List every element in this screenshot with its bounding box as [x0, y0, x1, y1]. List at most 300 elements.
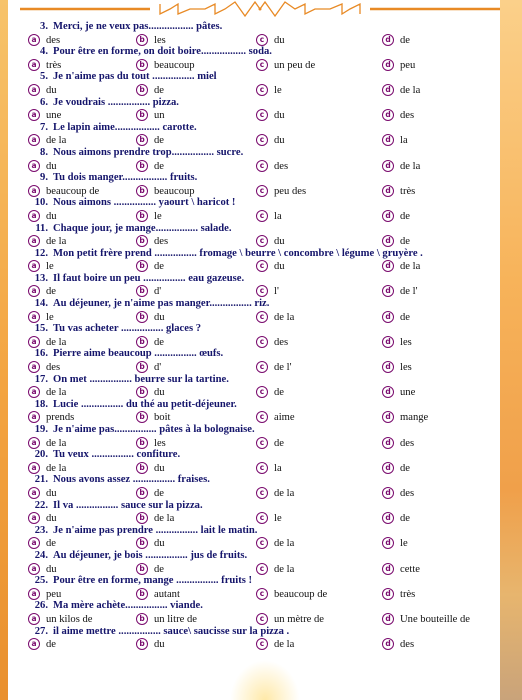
option-d[interactable]: [382, 109, 414, 123]
option-d[interactable]: [382, 336, 412, 350]
option-letter-badge: d: [382, 160, 394, 172]
question-number: 11.: [35, 222, 48, 234]
option-a[interactable]: [28, 59, 61, 73]
question-3: [28, 71, 498, 84]
option-text: de: [154, 160, 164, 172]
option-letter-badge: b: [136, 59, 148, 71]
option-letter-badge: d: [382, 235, 394, 247]
option-letter-badge: d: [382, 59, 394, 71]
question-number: 4.: [40, 46, 48, 58]
option-c[interactable]: [256, 336, 288, 350]
option-letter-badge: c: [256, 563, 268, 575]
option-letter-badge: c: [256, 160, 268, 172]
quiz-sheet: [28, 21, 498, 651]
question-number: 15.: [34, 323, 48, 335]
option-text: du: [46, 210, 57, 222]
question-number: 7.: [40, 121, 48, 133]
question-text: Tu veux ................ confiture.: [53, 449, 181, 461]
option-letter-badge: a: [28, 34, 40, 46]
options-row: [28, 235, 498, 248]
option-d[interactable]: [382, 563, 420, 577]
option-text: de: [154, 336, 164, 348]
option-b[interactable]: [136, 285, 161, 299]
option-text: de la: [154, 513, 175, 525]
question-number: 23.: [34, 524, 48, 536]
option-a[interactable]: [28, 537, 56, 551]
option-letter-badge: d: [382, 411, 394, 423]
question-text: il aime mettre ................ sauce\ saucisse sur la pizza .: [53, 625, 290, 637]
option-b[interactable]: [136, 336, 164, 350]
option-letter-badge: d: [382, 210, 394, 222]
options-row: [28, 210, 498, 223]
option-c[interactable]: [256, 512, 282, 526]
option-text: de: [46, 286, 56, 298]
question-9: [28, 223, 498, 236]
question-18: [28, 449, 498, 462]
option-d[interactable]: [382, 537, 408, 551]
option-a[interactable]: [28, 487, 57, 501]
question-number: 10.: [34, 197, 48, 209]
option-text: de: [46, 639, 56, 651]
option-text: du: [274, 236, 285, 248]
option-a[interactable]: [28, 235, 66, 249]
option-d[interactable]: [382, 588, 415, 602]
option-d[interactable]: [382, 260, 420, 274]
option-letter-badge: b: [136, 160, 148, 172]
option-b[interactable]: [136, 638, 165, 652]
right-orange-edge: [500, 0, 522, 700]
option-text: de: [154, 84, 164, 96]
option-text: un kilos de: [46, 613, 93, 625]
option-c[interactable]: [256, 285, 279, 299]
option-text: des: [400, 487, 415, 499]
question-text: Au déjeuner, je n'aime pas manger................ riz.: [53, 298, 270, 310]
option-text: des: [274, 160, 289, 172]
option-letter-badge: b: [136, 386, 148, 398]
option-d[interactable]: [382, 487, 414, 501]
option-letter-badge: b: [136, 336, 148, 348]
option-a[interactable]: [28, 411, 74, 425]
option-c[interactable]: [256, 537, 294, 551]
option-c[interactable]: [256, 613, 324, 627]
option-text: cette: [400, 563, 420, 575]
option-text: des: [46, 34, 61, 46]
option-text: de la: [46, 135, 67, 147]
option-text: du: [274, 135, 285, 147]
option-c[interactable]: [256, 260, 285, 274]
option-b[interactable]: [136, 260, 164, 274]
question-text: Lucie ................ du thé au petit-déjeuner.: [53, 398, 237, 410]
option-a[interactable]: [28, 185, 99, 199]
option-text: très: [400, 185, 416, 197]
option-letter-badge: c: [256, 437, 268, 449]
option-d[interactable]: [382, 160, 420, 174]
option-b[interactable]: [136, 512, 174, 526]
option-letter-badge: b: [136, 487, 148, 499]
option-text: beaucoup de: [46, 185, 100, 197]
option-letter-badge: b: [136, 84, 148, 96]
option-b[interactable]: [136, 59, 195, 73]
option-b[interactable]: [136, 160, 164, 174]
option-d[interactable]: [382, 311, 410, 325]
options-row: [28, 563, 498, 576]
option-a[interactable]: [28, 285, 56, 299]
option-text: de la: [46, 336, 67, 348]
option-text: du: [46, 513, 57, 525]
option-d[interactable]: [382, 185, 415, 199]
options-row: [28, 311, 498, 324]
option-a[interactable]: [28, 336, 66, 350]
option-c[interactable]: [256, 386, 284, 400]
question-text: Chaque jour, je mange................ salade.: [53, 222, 232, 234]
option-text: de la: [400, 261, 421, 273]
option-text: de: [274, 387, 284, 399]
option-letter-badge: d: [382, 512, 394, 524]
option-a[interactable]: [28, 512, 57, 526]
option-c[interactable]: [256, 311, 294, 325]
option-letter-badge: b: [136, 437, 148, 449]
question-text: Le lapin aime................. carotte.: [53, 121, 197, 133]
question-text: Je n'aime pas du tout ................ miel: [53, 71, 217, 83]
option-letter-badge: a: [28, 235, 40, 247]
option-a[interactable]: [28, 563, 57, 577]
option-c[interactable]: [256, 84, 282, 98]
option-letter-badge: b: [136, 285, 148, 297]
option-text: une: [400, 387, 416, 399]
option-letter-badge: c: [256, 613, 268, 625]
option-a[interactable]: [28, 134, 66, 148]
option-text: des: [154, 236, 169, 248]
option-letter-badge: d: [382, 386, 394, 398]
option-letter-badge: a: [28, 411, 40, 423]
option-a[interactable]: [28, 361, 60, 375]
option-text: de la: [274, 311, 295, 323]
option-letter-badge: b: [136, 311, 148, 323]
option-text: un litre de: [154, 613, 197, 625]
option-letter-badge: c: [256, 537, 268, 549]
option-c[interactable]: [256, 437, 284, 451]
option-text: beaucoup de: [274, 588, 328, 600]
option-text: les: [400, 336, 412, 348]
option-d[interactable]: [382, 437, 414, 451]
option-letter-badge: c: [256, 336, 268, 348]
option-text: de: [154, 135, 164, 147]
option-b[interactable]: [136, 311, 165, 325]
question-text: Je n'aime pas prendre ................ lait le matin.: [53, 524, 258, 536]
option-letter-badge: a: [28, 437, 40, 449]
option-letter-badge: a: [28, 260, 40, 272]
option-c[interactable]: [256, 160, 288, 174]
option-letter-badge: b: [136, 638, 148, 650]
option-text: un peu de: [274, 59, 316, 71]
options-row: [28, 185, 498, 198]
option-c[interactable]: [256, 361, 292, 375]
option-text: un: [154, 110, 165, 122]
question-number: 8.: [40, 146, 48, 158]
option-text: le: [274, 84, 282, 96]
option-b[interactable]: [136, 109, 165, 123]
option-b[interactable]: [136, 437, 166, 451]
option-letter-badge: c: [256, 260, 268, 272]
option-text: de l': [274, 362, 292, 374]
option-letter-badge: d: [382, 487, 394, 499]
option-text: de la: [46, 236, 67, 248]
option-letter-badge: a: [28, 185, 40, 197]
option-letter-badge: a: [28, 386, 40, 398]
option-text: la: [400, 135, 408, 147]
option-text: de la: [46, 437, 67, 449]
option-letter-badge: d: [382, 134, 394, 146]
option-text: l': [274, 286, 279, 298]
question-2: [28, 46, 498, 59]
option-text: de: [400, 34, 410, 46]
option-b[interactable]: [136, 34, 166, 48]
option-a[interactable]: [28, 109, 61, 123]
option-letter-badge: c: [256, 462, 268, 474]
option-a[interactable]: [28, 613, 93, 627]
option-text: très: [400, 588, 416, 600]
option-b[interactable]: [136, 210, 162, 224]
option-d[interactable]: [382, 59, 415, 73]
option-letter-badge: a: [28, 613, 40, 625]
question-19: [28, 474, 498, 487]
question-text: Pierre aime beaucoup ................ œufs.: [53, 348, 224, 360]
option-b[interactable]: [136, 588, 180, 602]
question-text: Merci, je ne veux pas................. pâtes.: [53, 21, 223, 32]
option-a[interactable]: [28, 84, 57, 98]
option-text: mange: [400, 412, 429, 424]
option-d[interactable]: [382, 512, 410, 526]
option-text: beaucoup: [154, 59, 195, 71]
option-letter-badge: a: [28, 512, 40, 524]
option-d[interactable]: [382, 34, 410, 48]
option-a[interactable]: [28, 260, 54, 274]
option-text: des: [400, 110, 415, 122]
question-21: [28, 525, 498, 538]
option-letter-badge: c: [256, 588, 268, 600]
options-row: [28, 336, 498, 349]
option-text: prends: [46, 412, 75, 424]
option-b[interactable]: [136, 613, 197, 627]
option-letter-badge: a: [28, 588, 40, 600]
option-text: le: [46, 311, 54, 323]
question-text: Ma mère achète................ viande.: [53, 600, 203, 612]
option-letter-badge: b: [136, 588, 148, 600]
option-letter-badge: c: [256, 487, 268, 499]
option-b[interactable]: [136, 462, 165, 476]
option-text: de la: [400, 84, 421, 96]
options-row: [28, 34, 498, 47]
option-a[interactable]: [28, 638, 56, 652]
option-c[interactable]: [256, 638, 294, 652]
option-c[interactable]: [256, 588, 327, 602]
option-text: des: [400, 437, 415, 449]
option-text: du: [154, 311, 165, 323]
option-a[interactable]: [28, 160, 57, 174]
option-a[interactable]: [28, 588, 61, 602]
option-text: peu: [46, 588, 62, 600]
option-d[interactable]: [382, 613, 470, 627]
option-letter-badge: a: [28, 134, 40, 146]
option-c[interactable]: [256, 34, 285, 48]
option-text: de: [154, 487, 164, 499]
option-d[interactable]: [382, 84, 420, 98]
option-text: peu: [400, 59, 416, 71]
option-letter-badge: b: [136, 185, 148, 197]
option-letter-badge: b: [136, 34, 148, 46]
option-letter-badge: d: [382, 84, 394, 96]
option-text: très: [46, 59, 62, 71]
options-row: [28, 59, 498, 72]
option-b[interactable]: [136, 185, 195, 199]
header-ornament: [20, 0, 500, 18]
option-b[interactable]: [136, 411, 170, 425]
option-letter-badge: c: [256, 109, 268, 121]
option-a[interactable]: [28, 462, 66, 476]
option-letter-badge: a: [28, 563, 40, 575]
option-d[interactable]: [382, 134, 408, 148]
option-c[interactable]: [256, 563, 294, 577]
question-10: [28, 248, 498, 261]
option-c[interactable]: [256, 487, 294, 501]
option-text: du: [46, 487, 57, 499]
option-letter-badge: a: [28, 160, 40, 172]
option-letter-badge: c: [256, 285, 268, 297]
option-text: les: [400, 362, 412, 374]
options-row: [28, 537, 498, 550]
option-letter-badge: b: [136, 563, 148, 575]
option-text: de: [400, 236, 410, 248]
option-letter-badge: a: [28, 84, 40, 96]
option-b[interactable]: [136, 235, 168, 249]
option-letter-badge: a: [28, 537, 40, 549]
option-letter-badge: d: [382, 34, 394, 46]
option-c[interactable]: [256, 59, 315, 73]
option-letter-badge: a: [28, 210, 40, 222]
question-24: [28, 600, 498, 613]
option-text: des: [46, 362, 61, 374]
option-text: des: [274, 336, 289, 348]
question-6: [28, 147, 498, 160]
option-letter-badge: b: [136, 361, 148, 373]
option-b[interactable]: [136, 134, 164, 148]
option-c[interactable]: [256, 185, 306, 199]
options-row: [28, 462, 498, 475]
option-letter-badge: d: [382, 285, 394, 297]
option-text: une: [46, 110, 62, 122]
question-number: 18.: [34, 398, 48, 410]
options-row: [28, 613, 498, 626]
option-d[interactable]: [382, 462, 410, 476]
option-letter-badge: c: [256, 361, 268, 373]
option-b[interactable]: [136, 386, 165, 400]
option-text: du: [274, 261, 285, 273]
option-b[interactable]: [136, 563, 164, 577]
option-letter-badge: d: [382, 613, 394, 625]
option-text: Une bouteille de: [400, 613, 471, 625]
question-number: 3.: [40, 21, 48, 32]
option-d[interactable]: [382, 361, 412, 375]
option-d[interactable]: [382, 285, 418, 299]
option-d[interactable]: [382, 411, 428, 425]
option-text: peu des: [274, 185, 307, 197]
option-c[interactable]: [256, 462, 282, 476]
option-d[interactable]: [382, 638, 414, 652]
option-c[interactable]: [256, 134, 285, 148]
question-text: Tu vas acheter ................ glaces ?: [53, 323, 202, 335]
option-text: autant: [154, 588, 180, 600]
option-text: de la: [274, 639, 295, 651]
question-number: 12.: [34, 247, 48, 259]
question-16: [28, 399, 498, 412]
option-a[interactable]: [28, 311, 54, 325]
option-c[interactable]: [256, 210, 282, 224]
option-d[interactable]: [382, 386, 415, 400]
option-letter-badge: a: [28, 638, 40, 650]
option-letter-badge: b: [136, 210, 148, 222]
options-row: [28, 260, 498, 273]
options-row: [28, 160, 498, 173]
option-letter-badge: c: [256, 34, 268, 46]
option-b[interactable]: [136, 487, 164, 501]
options-row: [28, 411, 498, 424]
question-number: 6.: [40, 96, 48, 108]
option-text: d': [154, 362, 162, 374]
option-text: d': [154, 286, 162, 298]
option-text: de la: [274, 563, 295, 575]
bottom-glow: [230, 660, 300, 700]
option-text: de: [400, 513, 410, 525]
option-b[interactable]: [136, 537, 165, 551]
option-b[interactable]: [136, 84, 164, 98]
option-text: de: [400, 311, 410, 323]
option-letter-badge: c: [256, 134, 268, 146]
option-letter-badge: d: [382, 588, 394, 600]
option-letter-badge: c: [256, 235, 268, 247]
question-text: On met ................ beurre sur la tartine.: [53, 373, 229, 385]
option-letter-badge: a: [28, 336, 40, 348]
option-letter-badge: d: [382, 311, 394, 323]
question-13: [28, 323, 498, 336]
question-text: Nous avons assez ................ fraises.: [53, 474, 210, 486]
option-text: du: [46, 84, 57, 96]
option-a[interactable]: [28, 386, 66, 400]
option-text: de la: [400, 160, 421, 172]
question-number: 26.: [34, 600, 48, 612]
option-a[interactable]: [28, 210, 57, 224]
question-7: [28, 172, 498, 185]
option-text: du: [46, 160, 57, 172]
option-text: du: [274, 110, 285, 122]
option-c[interactable]: [256, 235, 285, 249]
question-number: 24.: [34, 549, 48, 561]
option-d[interactable]: [382, 235, 410, 249]
option-d[interactable]: [382, 210, 410, 224]
options-row: [28, 588, 498, 601]
option-text: les: [154, 34, 166, 46]
question-number: 16.: [34, 348, 48, 360]
question-text: Tu dois manger................. fruits.: [53, 172, 198, 184]
option-c[interactable]: [256, 109, 285, 123]
question-number: 25.: [34, 575, 48, 587]
option-c[interactable]: [256, 411, 295, 425]
option-b[interactable]: [136, 361, 161, 375]
option-letter-badge: d: [382, 109, 394, 121]
option-text: le: [46, 261, 54, 273]
option-text: du: [46, 563, 57, 575]
option-a[interactable]: [28, 437, 66, 451]
option-a[interactable]: [28, 34, 60, 48]
